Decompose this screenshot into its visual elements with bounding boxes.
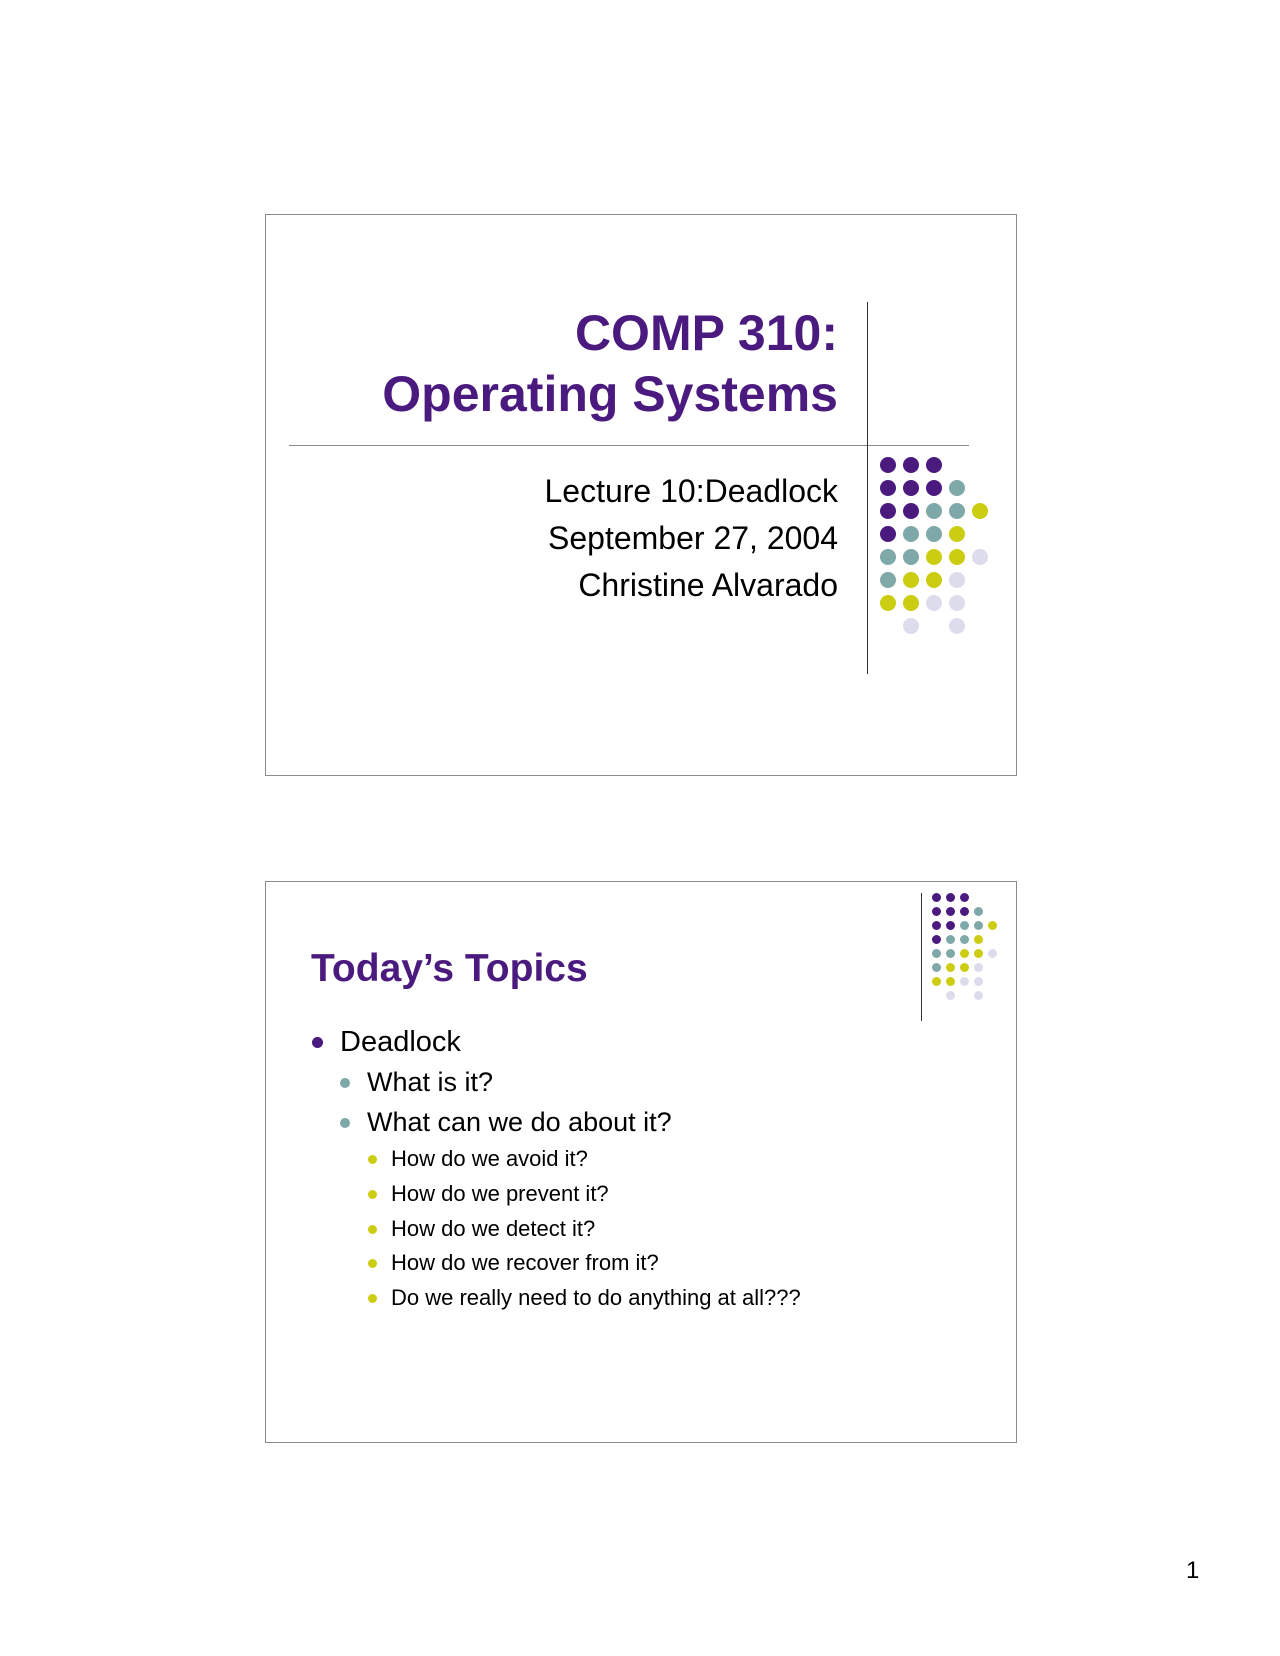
decor-dot	[946, 921, 955, 930]
decor-dot	[972, 549, 988, 565]
title-line-2: Operating Systems	[382, 366, 838, 422]
slide-1	[265, 214, 1017, 776]
decorative-dot-grid	[932, 893, 1002, 1003]
decor-dot	[946, 907, 955, 916]
decor-dot	[960, 977, 969, 986]
decor-dot	[903, 549, 919, 565]
decor-dot	[926, 549, 942, 565]
decor-dot	[880, 549, 896, 565]
decor-dot	[974, 935, 983, 944]
list-item	[312, 1026, 461, 1059]
slide-2	[265, 881, 1017, 1443]
slide-1-title	[382, 303, 838, 425]
bullet-dot-icon	[368, 1225, 377, 1234]
bullet-dot-icon	[368, 1155, 377, 1164]
list-item	[368, 1146, 588, 1172]
decor-dot	[960, 893, 969, 902]
decor-dot	[960, 963, 969, 972]
decor-dot	[960, 935, 969, 944]
list-item	[368, 1216, 595, 1242]
list-item-label: How do we prevent it?	[391, 1181, 609, 1206]
subtitle-date: September 27, 2004	[548, 520, 838, 556]
decor-dot	[960, 907, 969, 916]
title-line-1: COMP 310:	[574, 305, 838, 361]
decor-dot	[949, 526, 965, 542]
decor-dot	[926, 595, 942, 611]
decor-dot	[946, 963, 955, 972]
decor-dot	[903, 595, 919, 611]
decor-dot	[960, 949, 969, 958]
decor-dot	[932, 893, 941, 902]
list-item	[340, 1067, 493, 1098]
decor-dot	[932, 907, 941, 916]
list-item-label: How do we detect it?	[391, 1216, 596, 1241]
decor-dot	[926, 526, 942, 542]
decor-dot	[903, 480, 919, 496]
decor-dot	[974, 977, 983, 986]
decor-dot	[903, 526, 919, 542]
decor-dot	[926, 572, 942, 588]
decor-dot	[974, 963, 983, 972]
decorative-dot-grid	[880, 457, 1000, 637]
decor-dot	[880, 595, 896, 611]
decor-dot	[988, 921, 997, 930]
list-item	[368, 1285, 801, 1311]
decor-dot	[926, 457, 942, 473]
decor-dot	[880, 480, 896, 496]
list-item	[368, 1250, 659, 1276]
decor-dot	[960, 921, 969, 930]
decor-dot	[949, 549, 965, 565]
slide-2-title: Today’s Topics	[311, 947, 588, 990]
decor-dot	[926, 503, 942, 519]
decor-dot	[949, 480, 965, 496]
decor-dot	[932, 935, 941, 944]
decor-dot	[974, 949, 983, 958]
decor-dot	[946, 977, 955, 986]
vertical-divider	[921, 893, 922, 1021]
decor-dot	[949, 595, 965, 611]
decor-dot	[949, 503, 965, 519]
bullet-dot-icon	[368, 1190, 377, 1199]
decor-dot	[949, 618, 965, 634]
list-item-label: What is it?	[367, 1067, 494, 1097]
decor-dot	[932, 977, 941, 986]
decor-dot	[946, 893, 955, 902]
subtitle-author: Christine Alvarado	[578, 567, 838, 603]
decor-dot	[946, 991, 955, 1000]
decor-dot	[903, 618, 919, 634]
list-item-label: How do we avoid it?	[391, 1146, 588, 1171]
decor-dot	[974, 991, 983, 1000]
decor-dot	[926, 480, 942, 496]
bullet-dot-icon	[368, 1294, 377, 1303]
decor-dot	[946, 949, 955, 958]
decor-dot	[880, 526, 896, 542]
bullet-dot-icon	[312, 1037, 323, 1048]
decor-dot	[932, 949, 941, 958]
subtitle-lecture: Lecture 10:Deadlock	[544, 473, 838, 509]
decor-dot	[946, 935, 955, 944]
decor-dot	[880, 457, 896, 473]
decor-dot	[972, 503, 988, 519]
decor-dot	[903, 503, 919, 519]
list-item-label: Deadlock	[340, 1026, 461, 1058]
page-number: 1	[1186, 1557, 1200, 1584]
decor-dot	[932, 921, 941, 930]
decor-dot	[949, 572, 965, 588]
decor-dot	[974, 921, 983, 930]
list-item	[368, 1181, 609, 1207]
slide-1-subtitle	[544, 468, 838, 609]
decor-dot	[880, 503, 896, 519]
list-item-label: What can we do about it?	[367, 1107, 672, 1137]
bullet-dot-icon	[340, 1078, 350, 1088]
list-item	[340, 1107, 672, 1138]
decor-dot	[903, 572, 919, 588]
decor-dot	[988, 949, 997, 958]
decor-dot	[903, 457, 919, 473]
vertical-divider	[867, 302, 868, 674]
list-item-label: Do we really need to do anything at all???	[391, 1285, 801, 1310]
bullet-dot-icon	[368, 1259, 377, 1268]
decor-dot	[880, 572, 896, 588]
list-item-label: How do we recover from it?	[391, 1250, 659, 1275]
decor-dot	[932, 963, 941, 972]
bullet-dot-icon	[340, 1118, 350, 1128]
decor-dot	[974, 907, 983, 916]
